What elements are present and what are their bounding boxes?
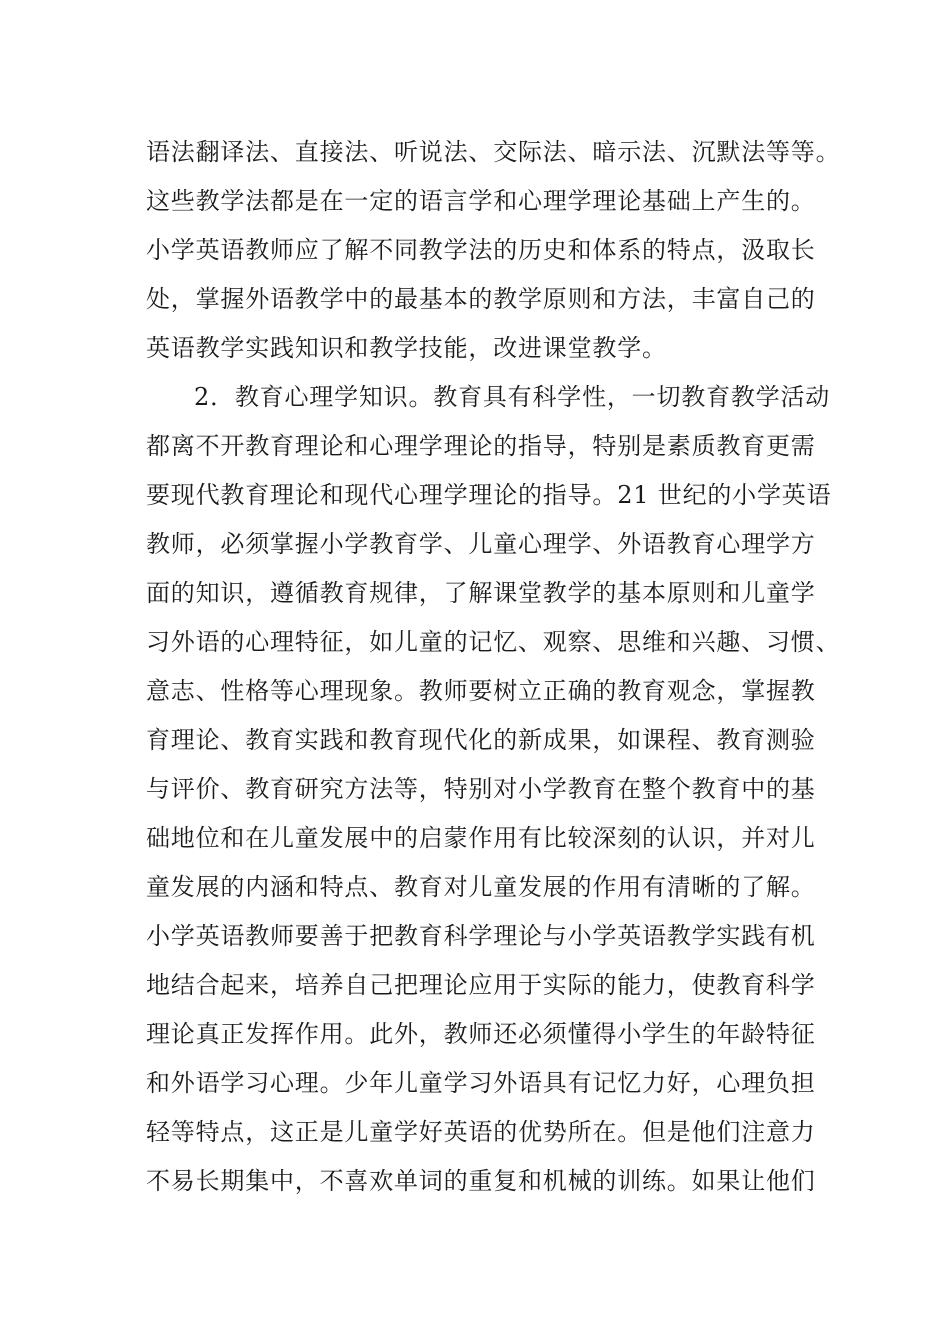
text-line: 处，掌握外语教学中的最基本的教学原则和方法，丰富自己的 <box>146 285 816 313</box>
text-line: 轻等特点，这正是儿童学好英语的优势所在。但是他们注意力 <box>146 1118 816 1146</box>
text-line: 和外语学习心理。少年儿童学习外语具有记忆力好，心理负担 <box>146 1069 816 1097</box>
text-line: 教师，必须掌握小学教育学、儿童心理学、外语教育心理学方 <box>146 530 816 558</box>
text-line: 与评价、教育研究方法等，特别对小学教育在整个教育中的基 <box>146 775 816 803</box>
text-line: 童发展的内涵和特点、教育对儿童发展的作用有清晰的了解。 <box>146 873 816 901</box>
text-line: 地结合起来，培养自己把理论应用于实际的能力，使教育科学 <box>146 971 816 999</box>
text-line: 要现代教育理论和现代心理学理论的指导。21 世纪的小学英语 <box>146 481 832 509</box>
text-line: 习外语的心理特征，如儿童的记忆、观察、思维和兴趣、习惯、 <box>146 628 841 656</box>
text-line: 这些教学法都是在一定的语言学和心理学理论基础上产生的。 <box>146 187 816 215</box>
text-line: 理论真正发挥作用。此外，教师还必须懂得小学生的年龄特征 <box>146 1020 816 1048</box>
text-line: 都离不开教育理论和心理学理论的指导，特别是素质教育更需 <box>146 432 816 460</box>
text-line: 不易长期集中，不喜欢单词的重复和机械的训练。如果让他们 <box>146 1167 816 1195</box>
body-text <box>146 128 846 1206</box>
text-line: 小学英语教师要善于把教育科学理论与小学英语教学实践有机 <box>146 922 816 950</box>
paragraph-start-line: 2．教育心理学知识。教育具有科学性，一切教育教学活动 <box>194 383 831 411</box>
text-line: 础地位和在儿童发展中的启蒙作用有比较深刻的认识，并对儿 <box>146 824 816 852</box>
text-line: 英语教学实践知识和教学技能，改进课堂教学。 <box>146 334 667 362</box>
text-line: 语法翻译法、直接法、听说法、交际法、暗示法、沉默法等等。 <box>146 138 841 166</box>
text-line: 育理论、教育实践和教育现代化的新成果，如课程、教育测验 <box>146 726 816 754</box>
text-line: 小学英语教师应了解不同教学法的历史和体系的特点，汲取长 <box>146 236 816 264</box>
text-line: 面的知识，遵循教育规律，了解课堂教学的基本原则和儿童学 <box>146 579 816 607</box>
text-line: 意志、性格等心理现象。教师要树立正确的教育观念，掌握教 <box>146 677 816 705</box>
